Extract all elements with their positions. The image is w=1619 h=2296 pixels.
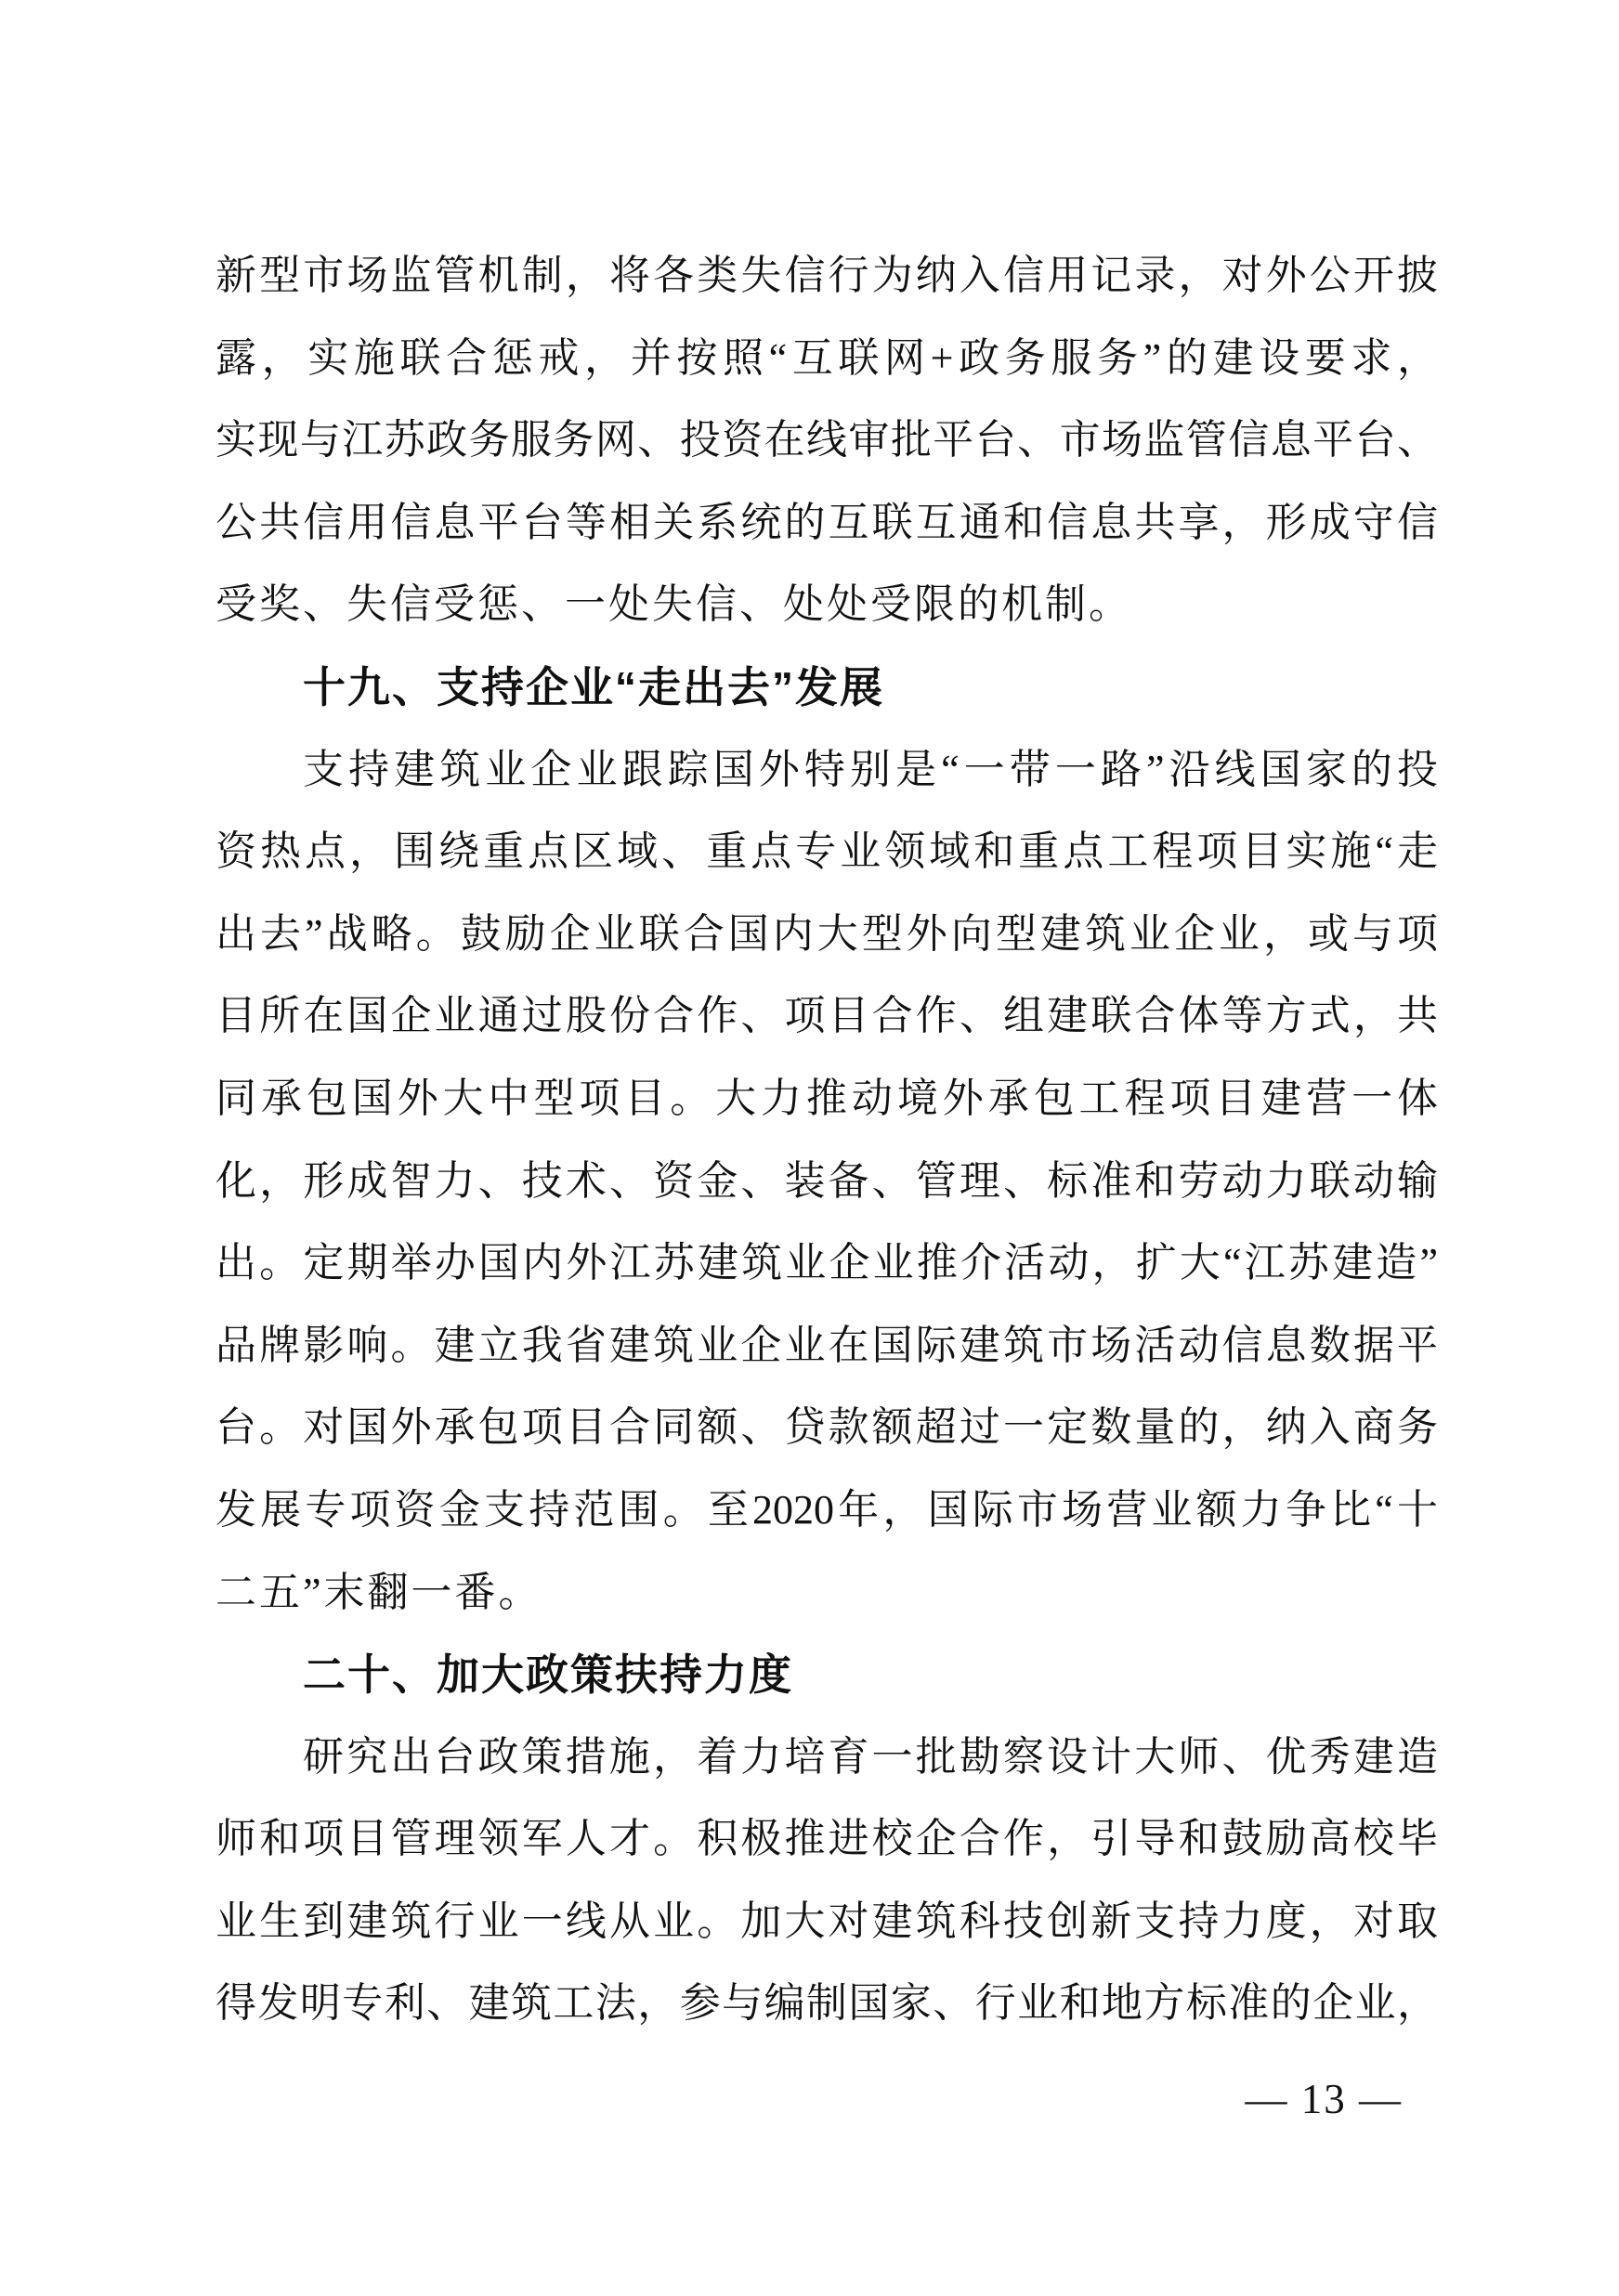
section-heading-19: 十九、支持企业“走出去”发展 — [303, 662, 884, 711]
page-number — [1246, 2075, 1404, 2123]
body-line: 研究出台政策措施，着力培育一批勘察设计大师、优秀建造 — [303, 1733, 1438, 1780]
section-heading-20: 二十、加大政策扶持力度 — [303, 1650, 793, 1700]
body-line: 出。定期举办国内外江苏建筑业企业推介活动，扩大“江苏建造” — [215, 1240, 1438, 1286]
body-line: 资热点，围绕重点区域、重点专业领域和重点工程项目实施“走 — [215, 828, 1438, 875]
body-line: 露，实施联合惩戒，并按照“互联网+政务服务”的建设要求， — [215, 334, 1438, 381]
body-line: 支持建筑业企业跟踪国外特别是“一带一路”沿线国家的投 — [303, 746, 1438, 792]
body-line: 实现与江苏政务服务网、投资在线审批平台、市场监管信息平台、 — [215, 417, 1438, 463]
body-line: 新型市场监管机制，将各类失信行为纳入信用记录，对外公开披 — [215, 253, 1438, 298]
document-body — [215, 235, 1438, 2045]
body-line: 化，形成智力、技术、资金、装备、管理、标准和劳动力联动输 — [215, 1157, 1438, 1204]
body-line: 目所在国企业通过股份合作、项目合作、组建联合体等方式，共 — [215, 993, 1438, 1039]
body-line: 得发明专利、建筑工法，参与编制国家、行业和地方标准的企业， — [215, 1980, 1438, 2027]
body-line: 同承包国外大中型项目。大力推动境外承包工程项目建营一体 — [215, 1075, 1438, 1121]
body-line: 受奖、失信受惩、一处失信、处处受限的机制。 — [215, 581, 1132, 628]
page-number-label: — 13 — — [1245, 2076, 1403, 2122]
body-line: 台。对国外承包项目合同额、贷款额超过一定数量的，纳入商务 — [215, 1404, 1438, 1451]
body-line: 品牌影响。建立我省建筑业企业在国际建筑市场活动信息数据平 — [215, 1322, 1438, 1368]
body-line: 师和项目管理领军人才。积极推进校企合作，引导和鼓励高校毕 — [215, 1816, 1438, 1862]
body-line: 发展专项资金支持范围。至2020年，国际市场营业额力争比“十 — [215, 1486, 1438, 1533]
body-line: 出去”战略。鼓励企业联合国内大型外向型建筑业企业，或与项 — [215, 910, 1438, 957]
body-line: 公共信用信息平台等相关系统的互联互通和信息共享，形成守信 — [215, 499, 1438, 545]
body-line: 业生到建筑行业一线从业。加大对建筑科技创新支持力度，对取 — [215, 1898, 1438, 1944]
body-line: 二五”末翻一番。 — [215, 1569, 542, 1615]
